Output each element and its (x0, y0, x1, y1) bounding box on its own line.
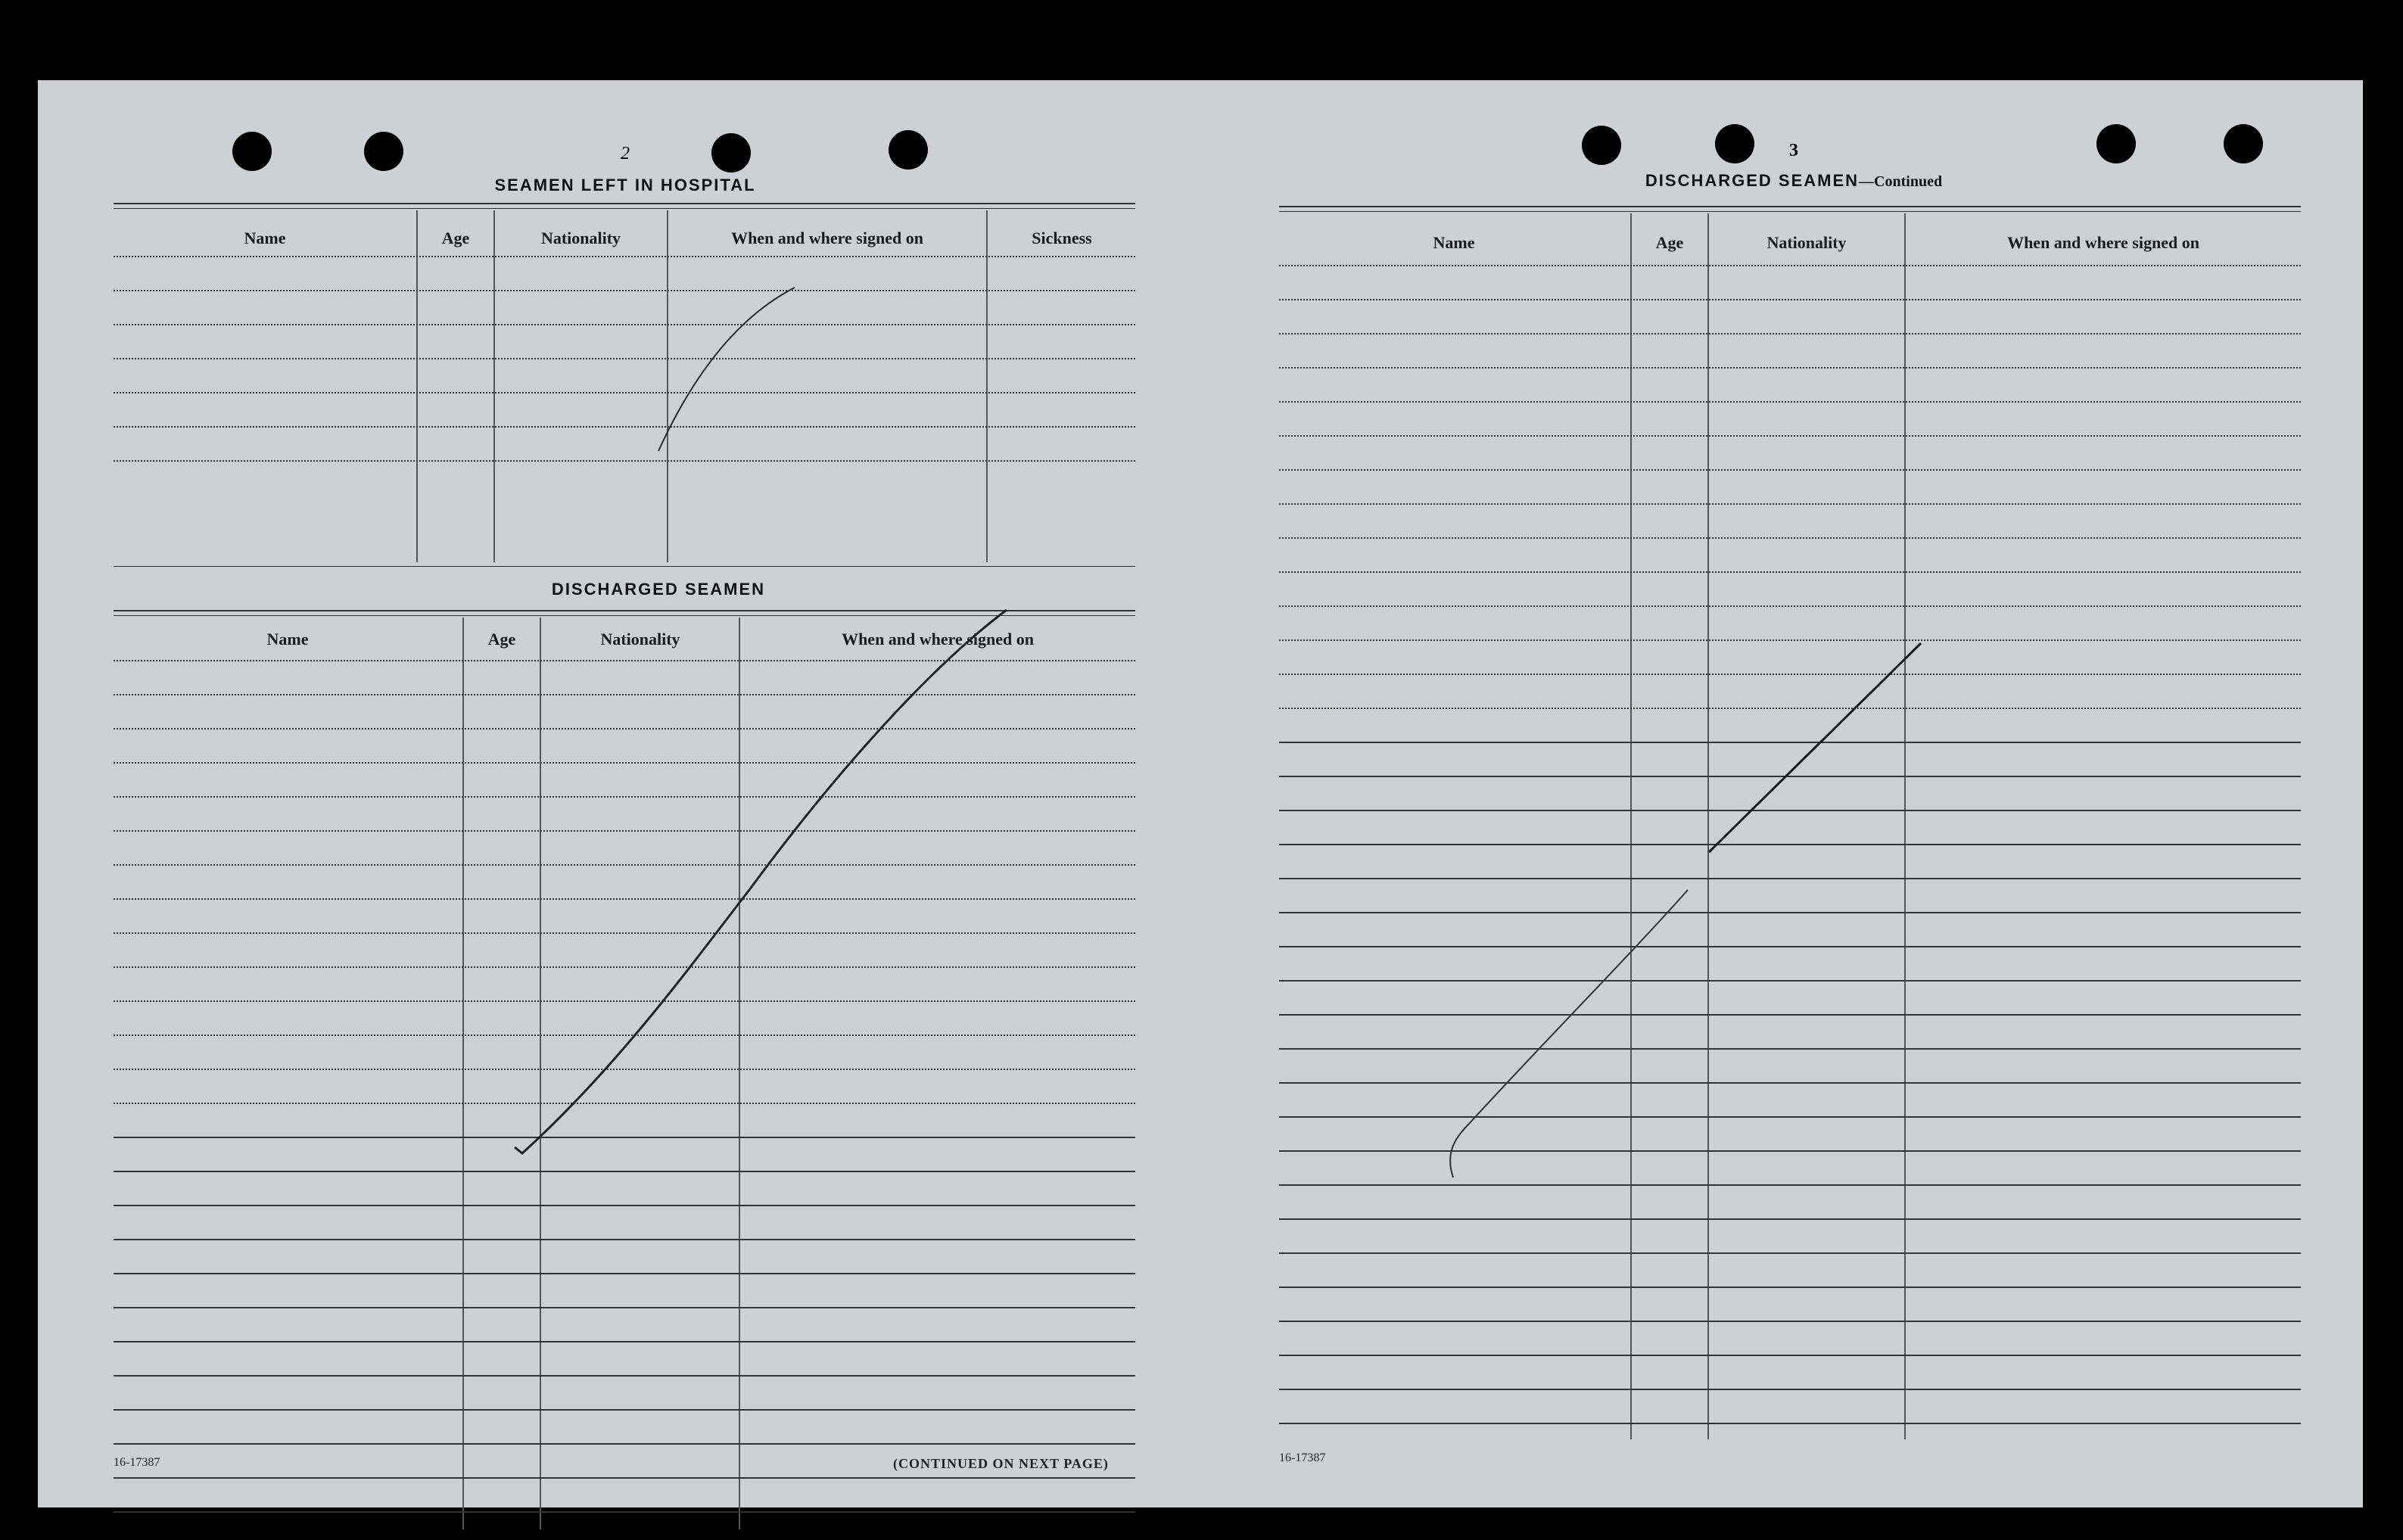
column-header-nationality: Nationality (540, 229, 621, 247)
cancel-stroke (658, 288, 795, 451)
document-sheet (38, 80, 2363, 1507)
title-text: DISCHARGED SEAMEN (1645, 171, 1860, 190)
column-header-age: Age (487, 630, 516, 649)
column-header-age: Age (1655, 233, 1684, 252)
column-header-signed-on: When and where signed on (731, 229, 923, 247)
column-header-age: Age (441, 229, 470, 247)
column-header-signed-on: When and where signed on (2007, 233, 2199, 252)
page-number: 2 (621, 144, 630, 163)
column-header-sickness: Sickness (1032, 229, 1092, 247)
cancel-stroke (1450, 890, 1688, 1178)
hospital-section-title: SEAMEN LEFT IN HOSPITAL (494, 176, 756, 194)
column-header-name: Name (1433, 233, 1475, 252)
page-number: 3 (1789, 141, 1798, 160)
form-code: 16-17387 (1279, 1451, 1326, 1464)
title-suffix: —Continued (1859, 173, 1943, 190)
discharged-section-title: DISCHARGED SEAMEN (551, 580, 766, 599)
column-header-signed-on: When and where signed on (842, 630, 1034, 649)
cancel-stroke (515, 610, 1007, 1153)
cancel-stroke (1709, 643, 1921, 852)
continued-note: (CONTINUED ON NEXT PAGE) (893, 1456, 1109, 1471)
table-row-line (114, 1511, 1135, 1513)
column-header-name: Name (266, 630, 309, 649)
column-header-name: Name (244, 229, 286, 247)
column-header-nationality: Nationality (600, 630, 680, 649)
form-code: 16-17387 (114, 1456, 160, 1469)
cancel-strokes (38, 80, 2363, 1507)
column-header-nationality: Nationality (1766, 233, 1847, 252)
